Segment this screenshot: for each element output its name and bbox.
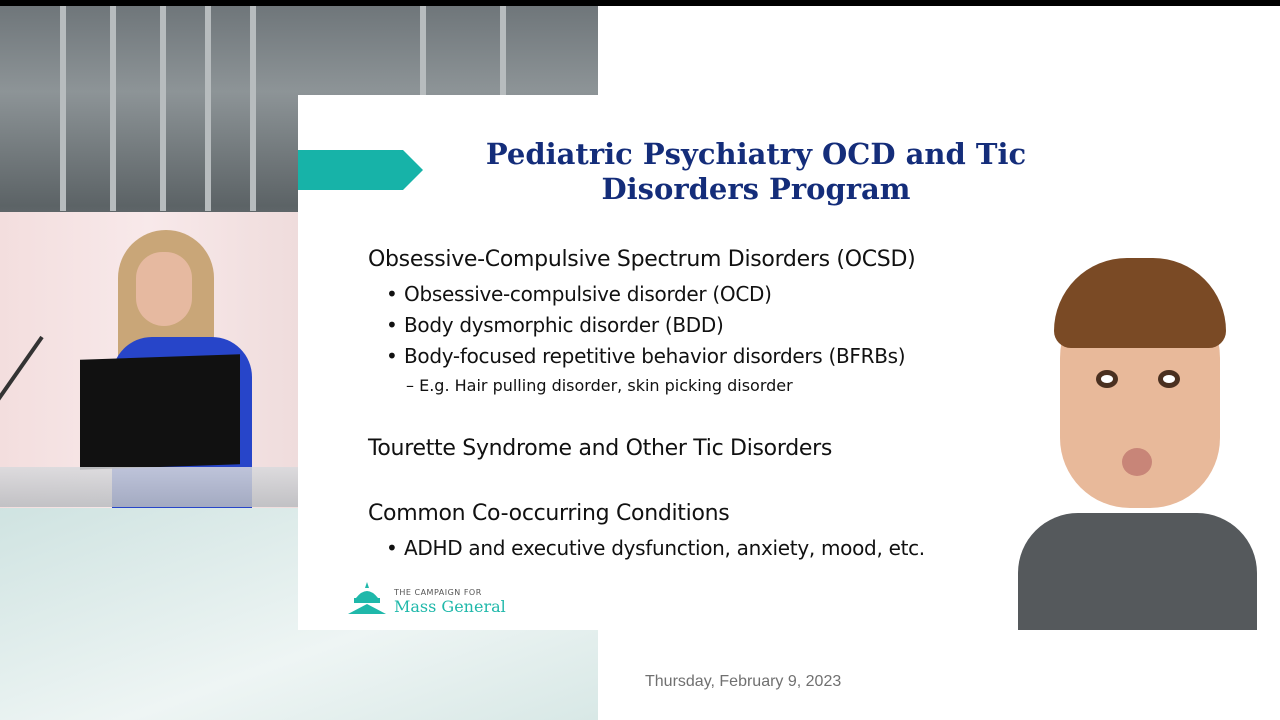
boy-photo [1018,258,1257,630]
speaker-video [0,212,298,508]
section-heading: Common Co-occurring Conditions [368,501,730,526]
presentation-date: Thursday, February 9, 2023 [645,673,842,690]
bullet-item: • Body dysmorphic disorder (BDD) [386,313,724,337]
mass-general-logo: THE CAMPAIGN FOR Mass General [346,580,526,620]
section-heading: Obsessive-Compulsive Spectrum Disorders (OCSD) [368,247,916,272]
sub-bullet-item: – E.g. Hair pulling disorder, skin picking disorder [406,376,793,395]
laptop [80,354,240,470]
podium [0,467,298,507]
arrow-accent-icon [298,150,423,190]
bullet-item: • ADHD and executive dysfunction, anxiety, mood, etc. [386,536,925,560]
capitol-dome-icon [346,580,388,616]
slide-title: Pediatric Psychiatry OCD and Tic Disorders Program [485,137,1027,206]
section-heading: Tourette Syndrome and Other Tic Disorders [368,436,832,461]
bullet-item: • Obsessive-compulsive disorder (OCD) [386,282,772,306]
bullet-item: • Body-focused repetitive behavior disorders (BFRBs) [386,344,906,368]
